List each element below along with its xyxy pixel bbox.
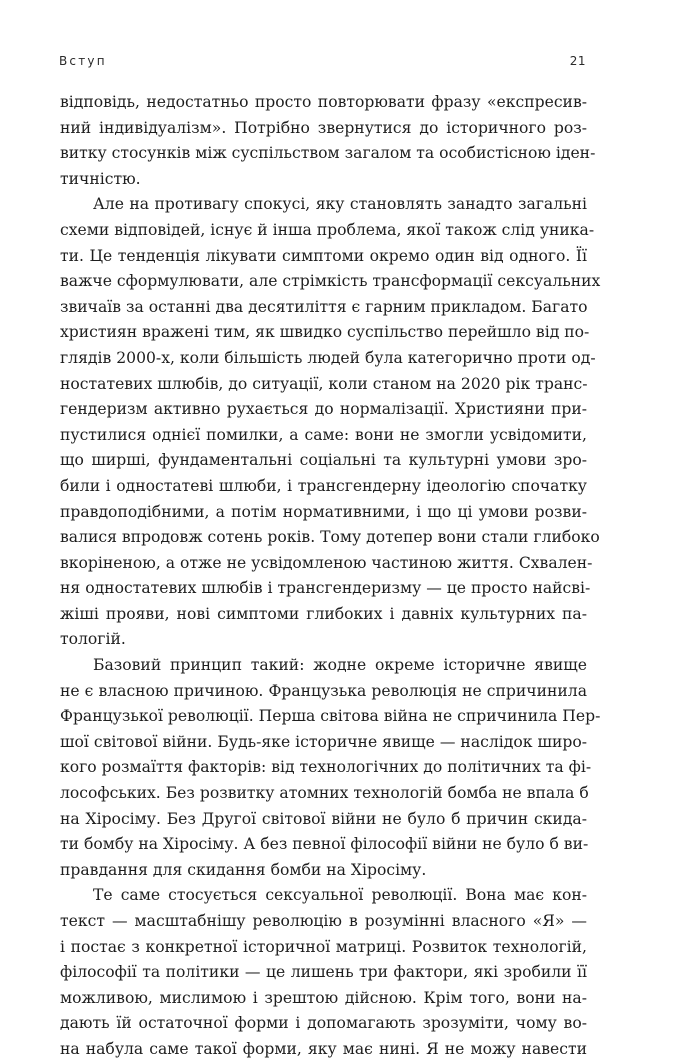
text-line: що ширші, фундаментальні соціальні та культурні умови зро- [60,451,587,470]
text-line: ний індивідуалізм». Потрібно звернутися до історичного роз- [60,118,587,137]
text-line: Те саме стосується сексуальної революції. Вона має кон- [93,886,587,905]
section-title: Вступ [59,54,107,68]
text-line: жіші прояви, нові симптоми глибоких і давніх культурних па- [60,604,587,623]
text-line: ти бомбу на Хіросіму. А без певної філософії війни не було б ви- [60,835,589,854]
paragraph [60,192,601,653]
text-line: глядів 2000-х, коли більшість людей була категорично проти од- [60,348,596,367]
text-line: кого розмаїття факторів: від технологічних до політичних та фі- [60,758,592,777]
text-line: важче сформулювати, але стрімкість трансформації сексуальних [60,272,601,291]
text-line: на Хіросіму. Без Другої світової війни не було б причин скида- [60,809,587,828]
text-line: тичністю. [60,169,141,188]
running-header [59,54,586,74]
text-line: ти. Це тенденція лікувати симптоми окремо один від одного. Її [60,246,587,265]
text-line: на набула саме такої форми, яку має нині. Я не можу навести [60,1039,587,1058]
text-line: християн вражені тим, як швидко суспільство перейшло від по- [60,323,590,342]
text-line: дають їй остаточної форми і допомагають зрозуміти, чому во- [60,1014,587,1033]
text-line: валися впродовж сотень років. Тому дотепер вони стали глибоко [60,528,600,547]
text-line: можливою, мислимою і зрештою дійсною. Крім того, вони на- [60,988,587,1007]
text-line: витку стосунків між суспільством загалом та особистісною іден- [60,144,596,163]
text-line: лософських. Без розвитку атомних технологій бомба не впала б [60,784,589,803]
paragraph [60,653,601,883]
text-line: гендеризм активно рухається до нормалізації. Християни при- [60,400,587,419]
text-line: правдання для скидання бомби на Хіросіму. [60,860,427,879]
text-line: не є власною причиною. Французька революція не спричинила [60,681,587,700]
text-line: і постає з конкретної історичної матриці. Розвиток технологій, [60,937,587,956]
paragraph [60,883,587,1062]
text-line: ностатевих шлюбів, до ситуації, коли станом на 2020 рік транс- [60,374,588,393]
text-line: шої світової війни. Будь-яке історичне явище — наслідок широ- [60,732,587,751]
text-line: Базовий принцип такий: жодне окреме історичне явище [93,656,587,675]
page-number: 21 [569,54,586,68]
text-line: Французької революції. Перша світова війна не спричинила Пер- [60,707,601,726]
body-text [60,90,601,1063]
text-line: били і одностатеві шлюби, і трансгендерну ідеологію спочатку [60,476,587,495]
text-line: правдоподібними, а потім нормативними, і що ці умови розви- [60,502,587,521]
text-line: схеми відповідей, існує й інша проблема, якої також слід уника- [60,220,595,239]
text-line: ня одностатевих шлюбів і трансгендеризму — це просто найсві- [60,579,591,598]
text-line: Але на противагу спокусі, яку становлять занадто загальні [93,195,587,214]
text-line: тологій. [60,630,126,649]
text-line: вкоріненою, а отже не усвідомленою частиною життя. Схвален- [60,553,593,572]
text-line: пустилися однієї помилки, а саме: вони не змогли усвідомити, [60,425,587,444]
paragraph [60,90,596,192]
text-line: текст — масштабнішу революцію в розумінні власного «Я» — [60,912,587,930]
text-line: філософії та політики — це лишень три фактори, які зробили її [60,963,587,982]
text-line: відповідь, недостатньо просто повторювати фразу «експресив- [60,93,587,111]
text-line: звичаїв за останні два десятиліття є гарним прикладом. Багато [60,297,588,316]
